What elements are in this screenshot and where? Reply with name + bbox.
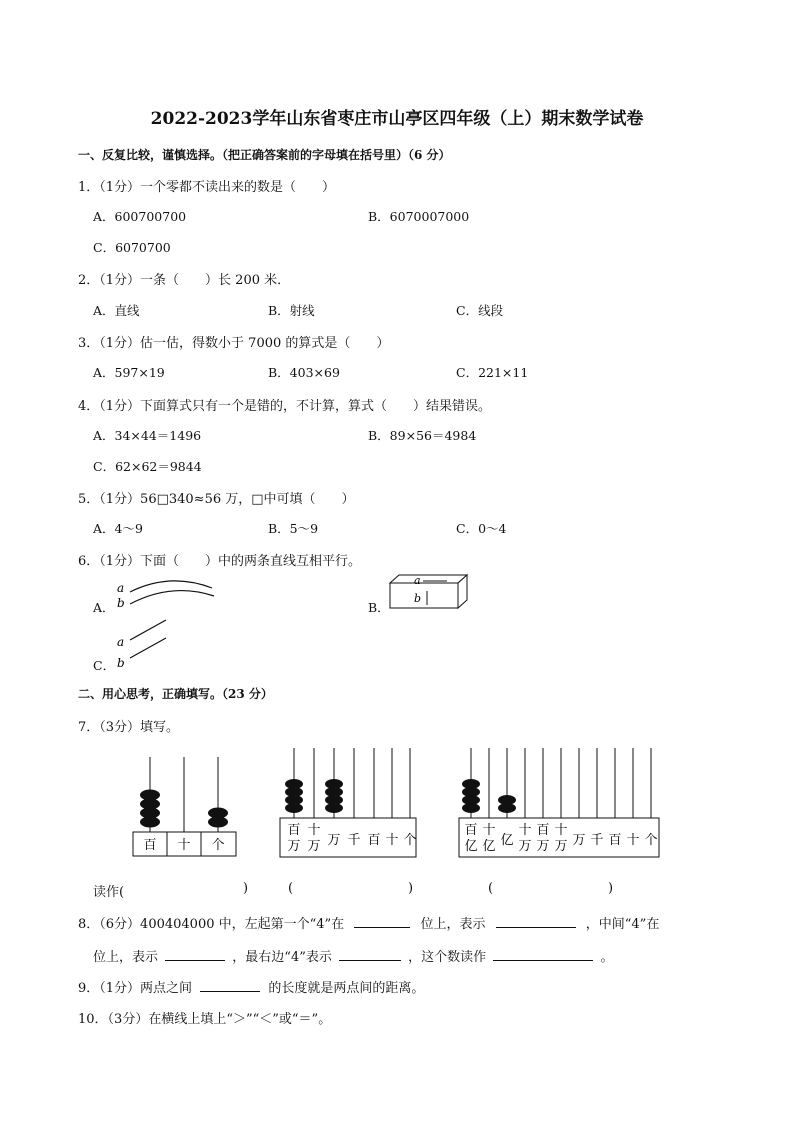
q8-part-1: 8．（6分）400404000 中，左起第一个“4”在 — [78, 917, 345, 932]
q8-part-5: ，最右边“4”表示 — [232, 950, 332, 965]
q8-part-2: 位上，表示 — [420, 917, 486, 932]
abacus-2-label-1b: 万 — [287, 839, 301, 854]
abacus-1-beads-hundreds — [140, 790, 160, 828]
q2-stem: 2．（1分）一条（ ）长 200 米． — [78, 273, 291, 288]
q6-b-label-a: a — [414, 574, 421, 587]
q9-part-1: 9．（1分）两点之间 — [78, 981, 193, 996]
abacus-1-label-tens: 十 — [177, 838, 191, 853]
abacus-3-beads-hundred-billions — [462, 779, 480, 813]
q6-c-label-b: b — [117, 656, 125, 670]
abacus-3-label-4b: 万 — [518, 839, 532, 854]
abacus-3-label-11: 个 — [644, 833, 658, 848]
q5-option-a: A．4～9 — [93, 521, 143, 536]
q8-blank-3[interactable] — [165, 948, 225, 961]
abacus-2-label-6: 十 — [385, 833, 399, 848]
q6-b-label-b: b — [414, 592, 422, 605]
section-2-heading: 二、用心思考，正确填写。（23 分） — [78, 687, 273, 701]
q6-option-a: A． — [93, 600, 115, 615]
q5-option-c: C．0～4 — [456, 521, 507, 536]
q3-option-c: C．221×11 — [456, 365, 529, 380]
q8-blank-5[interactable] — [493, 948, 593, 961]
q6-figure-c — [110, 615, 180, 670]
q6-a-label-b: b — [117, 596, 125, 610]
q8-blank-2[interactable] — [496, 915, 576, 928]
q7-stem: 7．（3分）填写。 — [78, 720, 180, 735]
q8-part-4: 位上，表示 — [93, 950, 159, 965]
q4-stem: 4．（1分）下面算式只有一个是错的，不计算，算式（ ）结果错误。 — [78, 399, 492, 414]
abacus-3-label-7: 万 — [572, 833, 586, 848]
q4-option-c: C．62×62＝9844 — [93, 459, 202, 474]
abacus-2-label-1a: 百 — [287, 823, 301, 838]
abacus-3-label-3: 亿 — [500, 833, 514, 848]
q2-option-c: C．线段 — [456, 303, 504, 318]
abacus-2-label-7: 个 — [403, 833, 417, 848]
q7-paren-open-3: ( — [488, 881, 494, 896]
abacus-2 — [278, 745, 420, 860]
abacus-2-beads-ten-thousands — [325, 779, 343, 813]
q3-stem: 3．（1分）估一估，得数小于 7000 的算式是（ ） — [78, 336, 390, 351]
abacus-2-beads-millions — [285, 779, 303, 813]
q8-blank-4[interactable] — [339, 948, 401, 961]
abacus-2-label-3: 万 — [327, 833, 341, 848]
abacus-1-label-ones: 个 — [211, 838, 225, 853]
line-c-b — [130, 638, 166, 658]
abacus-1-beads-ones — [208, 808, 228, 828]
section-1-heading: 一、反复比较，谨慎选择。（把正确答案前的字母填在括号里）（6 分） — [78, 148, 451, 162]
q9-blank[interactable] — [200, 979, 260, 992]
abacus-3-label-9: 百 — [608, 833, 622, 848]
q7-paren-close-2: ) — [408, 881, 414, 896]
q8-part-7: 。 — [600, 950, 614, 965]
q7-paren-open-2: ( — [288, 881, 294, 896]
abacus-1 — [130, 752, 240, 860]
abacus-3 — [457, 745, 663, 860]
q1-stem: 1．（1分）一个零都不读出来的数是（ ） — [78, 180, 336, 195]
q3-option-b: B．403×69 — [268, 365, 340, 380]
q5-option-b: B．5～9 — [268, 521, 319, 536]
abacus-2-label-4: 千 — [347, 833, 361, 848]
q7-read-label: 读作( — [93, 885, 125, 900]
q6-stem: 6．（1分）下面（ ）中的两条直线互相平行。 — [78, 554, 362, 569]
q8-blank-1[interactable] — [354, 915, 410, 928]
q7-paren-close-1: ) — [243, 881, 249, 896]
abacus-2-label-5: 百 — [367, 833, 381, 848]
q1-option-a: A．600700700 — [93, 209, 187, 224]
abacus-3-label-2a: 十 — [482, 823, 496, 838]
abacus-1-label-hundreds: 百 — [143, 838, 157, 853]
q6-c-label-a: a — [117, 635, 125, 649]
abacus-3-label-5a: 百 — [536, 823, 550, 838]
abacus-3-label-1a: 百 — [464, 823, 478, 838]
q6-option-c: C． — [93, 658, 116, 673]
q2-option-b: B．射线 — [268, 303, 315, 318]
q4-option-a: A．34×44＝1496 — [93, 428, 202, 443]
q6-a-label-a: a — [117, 581, 125, 595]
q6-figure-b-box — [385, 572, 475, 612]
q3-option-a: A．597×19 — [93, 365, 165, 380]
q9-part-2: 的长度就是两点间的距离。 — [268, 981, 425, 996]
abacus-3-label-5b: 万 — [536, 839, 550, 854]
abacus-3-label-6b: 万 — [554, 839, 568, 854]
q1-option-c: C．6070700 — [93, 240, 171, 255]
q6-figure-a — [110, 570, 220, 615]
curve-a — [130, 581, 212, 592]
abacus-3-label-6a: 十 — [554, 823, 568, 838]
curve-b — [130, 591, 214, 604]
abacus-3-label-4a: 十 — [518, 823, 532, 838]
q10-stem: 10．（3分）在横线上填上“＞”“＜”或“＝”。 — [78, 1012, 332, 1027]
q6-option-b: B． — [368, 600, 390, 615]
q7-paren-close-3: ) — [608, 881, 614, 896]
q8-part-6: ，这个数读作 — [408, 950, 487, 965]
abacus-2-label-2b: 万 — [307, 839, 321, 854]
abacus-3-label-8: 千 — [590, 833, 604, 848]
abacus-2-label-2a: 十 — [307, 823, 321, 838]
q8-part-3: ，中间“4”在 — [585, 917, 660, 932]
q4-option-b: B．89×56＝4984 — [368, 428, 477, 443]
abacus-3-beads-hundred-millions — [498, 795, 516, 813]
page-title: 2022-2023学年山东省枣庄市山亭区四年级（上）期末数学试卷 — [150, 109, 644, 129]
q2-option-a: A．直线 — [93, 303, 140, 318]
line-c-a — [130, 620, 166, 640]
abacus-3-label-10: 十 — [626, 833, 640, 848]
abacus-3-label-1b: 亿 — [464, 839, 478, 854]
q5-stem: 5．（1分）56□340≈56 万，□中可填（ ） — [78, 492, 355, 507]
abacus-3-label-2b: 亿 — [482, 839, 496, 854]
q1-option-b: B．6070007000 — [368, 209, 470, 224]
